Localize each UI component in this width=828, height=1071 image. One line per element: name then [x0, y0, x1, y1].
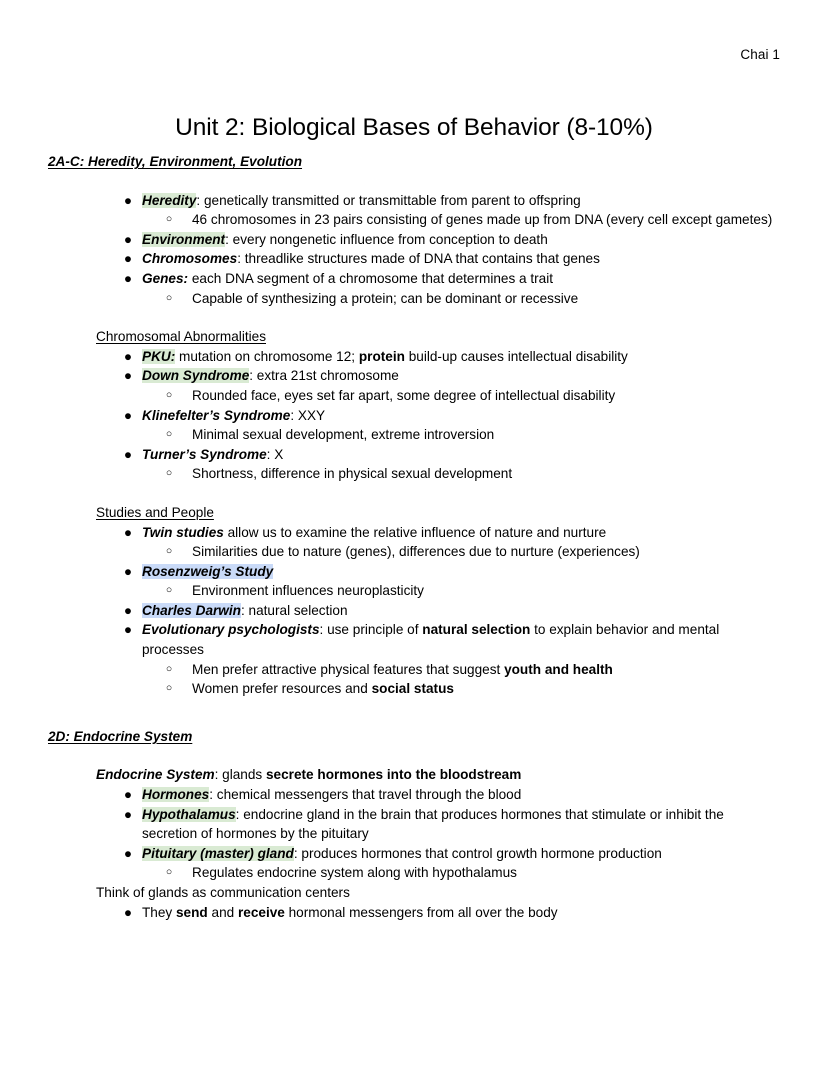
- term-label: Hypothalamus: [142, 806, 236, 822]
- body-text: : endocrine gland in the brain that produces hormones that stimulate or inhibit the secretion of hormones by the pituitary: [142, 806, 724, 842]
- section-heading: 2A-C: Heredity, Environment, Evolution: [48, 154, 303, 169]
- bullet-circle-icon: ○: [165, 428, 173, 441]
- term-label: Endocrine System: [96, 767, 215, 783]
- running-head: Chai 1: [740, 47, 780, 62]
- list-item: [123, 445, 780, 465]
- body-text: Regulates endocrine system along with hypothalamus: [192, 865, 517, 881]
- body-text: to explain behavior and mental processes: [142, 622, 720, 658]
- term-label: Hormones: [142, 787, 210, 803]
- body-text: : genetically transmitted or transmittable from parent to offspring: [196, 192, 581, 208]
- list-item: [123, 785, 780, 805]
- body-text: mutation on chromosome 12;: [175, 348, 359, 364]
- body-text: and: [207, 904, 238, 920]
- term-label: Rosenzweig’s Study: [142, 563, 274, 579]
- bullet-disc-icon: ●: [123, 446, 133, 462]
- bullet-circle-icon: ○: [165, 388, 173, 401]
- bullet-disc-icon: ●: [123, 270, 133, 286]
- bullet-circle-icon: ○: [165, 291, 173, 304]
- bullet-circle-icon: ○: [165, 584, 173, 597]
- term-label: Evolutionary psychologists: [142, 622, 320, 638]
- list-item: [123, 523, 780, 543]
- body-text: : use principle of: [319, 622, 423, 638]
- body-text: : threadlike structures made of DNA that contains that genes: [237, 251, 600, 267]
- section-heading: 2D: Endocrine System: [48, 728, 193, 744]
- term-label: Charles Darwin: [142, 602, 241, 618]
- emphasis-text: send: [176, 904, 208, 920]
- bullet-disc-icon: ●: [123, 845, 133, 861]
- body-text: Shortness, difference in physical sexual development: [192, 466, 513, 482]
- lead-paragraph: [96, 765, 780, 785]
- list-item: [123, 269, 780, 289]
- bullet-circle-icon: ○: [165, 545, 173, 558]
- body-text: allow us to examine the relative influence of nature and nurture: [223, 524, 607, 540]
- bullet-disc-icon: ●: [123, 806, 133, 822]
- bullet-circle-icon: ○: [165, 213, 173, 226]
- list-item: [165, 542, 780, 562]
- section-heading-row: [48, 152, 780, 172]
- body-text: Similarities due to nature (genes), differences due to nurture (experiences): [192, 544, 640, 560]
- after-section-heading-gap: [48, 746, 780, 765]
- list-item: [123, 805, 780, 844]
- body-text: : XXY: [290, 407, 326, 423]
- list-item: [165, 464, 780, 484]
- group-gap: [48, 484, 780, 503]
- list-item: [165, 386, 780, 406]
- term-label: Chromosomes: [142, 251, 238, 267]
- list-item: [165, 660, 780, 680]
- list-item: [123, 249, 780, 269]
- sub-heading: Chromosomal Abnormalities: [96, 329, 266, 345]
- sub-heading: Studies and People: [96, 504, 214, 520]
- body-text: : extra 21st chromosome: [249, 368, 399, 384]
- list-item: [165, 581, 780, 601]
- term-label: Down Syndrome: [142, 368, 250, 384]
- list-item: [123, 620, 780, 659]
- tail-paragraph: [96, 883, 780, 903]
- body-text: : natural selection: [240, 602, 348, 618]
- list-item: [123, 191, 780, 211]
- list-item: [123, 347, 780, 367]
- body-text: 46 chromosomes in 23 pairs consisting of genes made up from DNA (every cell except gametes): [192, 212, 773, 228]
- emphasis-text: social status: [371, 681, 454, 697]
- bullet-circle-icon: ○: [165, 467, 173, 480]
- body-text: hormonal messengers from all over the body: [284, 904, 558, 920]
- term-label: Environment: [142, 231, 226, 247]
- term-label: Klinefelter’s Syndrome: [142, 407, 291, 423]
- body-text: They: [142, 904, 176, 920]
- body-text: build-up causes intellectual disability: [404, 348, 628, 364]
- list-item: [123, 230, 780, 250]
- list-item: [165, 210, 780, 230]
- term-label: Heredity: [142, 192, 197, 208]
- list-item: [123, 366, 780, 386]
- emphasis-text: receive: [237, 904, 285, 920]
- emphasis-text: protein: [358, 348, 405, 364]
- term-label: Pituitary (master) gland: [142, 845, 294, 861]
- body-text: Rounded face, eyes set far apart, some degree of intellectual disability: [192, 387, 616, 403]
- bullet-disc-icon: ●: [123, 787, 133, 803]
- bullet-disc-icon: ●: [123, 251, 133, 267]
- list-item: [123, 601, 780, 621]
- group-gap: [48, 308, 780, 327]
- body-text: Women prefer resources and: [192, 681, 372, 697]
- body-text: Men prefer attractive physical features that suggest: [192, 661, 505, 677]
- sub-heading-row: [96, 503, 780, 523]
- list-item: [123, 844, 780, 864]
- body-text: Minimal sexual development, extreme introversion: [192, 427, 495, 443]
- after-section-heading-gap: [48, 172, 780, 191]
- term-label: Twin studies: [142, 524, 224, 540]
- emphasis-text: secrete hormones into the bloodstream: [266, 767, 522, 783]
- body-text: Think of glands as communication centers: [96, 885, 350, 900]
- body-text: : chemical messengers that travel through the blood: [209, 787, 522, 803]
- bullet-disc-icon: ●: [123, 348, 133, 364]
- list-item: [123, 903, 780, 923]
- body-text: Capable of synthesizing a protein; can be dominant or recessive: [192, 290, 579, 306]
- bullet-disc-icon: ●: [123, 563, 133, 579]
- bullet-circle-icon: ○: [165, 662, 173, 675]
- term-label: Genes:: [142, 270, 189, 286]
- term-label: PKU:: [142, 348, 176, 364]
- list-item: [123, 406, 780, 426]
- body-text: : produces hormones that control growth hormone production: [293, 845, 662, 861]
- bullet-disc-icon: ●: [123, 602, 133, 618]
- body-text: each DNA segment of a chromosome that determines a trait: [188, 270, 554, 286]
- body-text: : every nongenetic influence from conception to death: [225, 231, 548, 247]
- list-item: [165, 679, 780, 699]
- bullet-circle-icon: ○: [165, 866, 173, 879]
- list-item: [165, 425, 780, 445]
- section-heading-row: [48, 727, 780, 747]
- term-label: Turner’s Syndrome: [142, 446, 267, 462]
- bullet-disc-icon: ●: [123, 231, 133, 247]
- document-body: [48, 152, 780, 922]
- section-gap: [48, 699, 780, 727]
- bullet-disc-icon: ●: [123, 524, 133, 540]
- emphasis-text: natural selection: [422, 622, 531, 638]
- bullet-disc-icon: ●: [123, 407, 133, 423]
- emphasis-text: youth and health: [504, 661, 613, 677]
- body-text: : glands: [214, 767, 266, 783]
- list-item: [165, 863, 780, 883]
- bullet-circle-icon: ○: [165, 682, 173, 695]
- list-item: [123, 562, 780, 582]
- body-text: Environment influences neuroplasticity: [192, 583, 424, 599]
- bullet-disc-icon: ●: [123, 368, 133, 384]
- bullet-disc-icon: ●: [123, 622, 133, 638]
- bullet-disc-icon: ●: [123, 192, 133, 208]
- body-text: : X: [266, 446, 284, 462]
- bullet-disc-icon: ●: [123, 904, 133, 920]
- list-item: [165, 289, 780, 309]
- sub-heading-row: [96, 327, 780, 347]
- page-title: Unit 2: Biological Bases of Behavior (8-10%): [175, 114, 653, 142]
